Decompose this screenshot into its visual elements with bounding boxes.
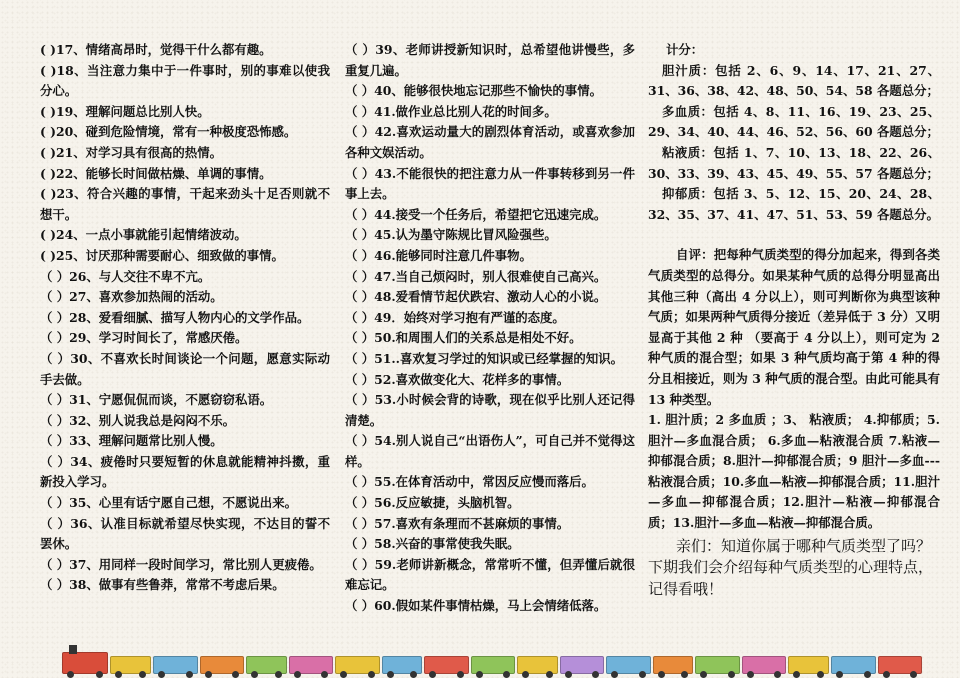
col2-question-item: （ ）60.假如某件事情枯燥，马上会情绪低落。 [345, 598, 607, 614]
col1-question-item: ( )22、能够长时间做枯燥、单调的事情。 [40, 165, 272, 181]
col1-question-item: ( )20、碰到危险情境，常有一种极度恐怖感。 [40, 124, 297, 140]
col1-question-item: （ ）30、不喜欢长时间谈论一个问题，愿意实际动手去做。 [40, 350, 330, 387]
col2-question-item: （ ）59.老师讲新概念，常常听不懂，但弄懂后就很难忘记。 [345, 556, 635, 593]
col2-question-item: （ ）40、能够很快地忘记那些不愉快的事情。 [345, 83, 602, 99]
scoring-title: 计分： [666, 42, 704, 57]
col1-question-item: ( )23、符合兴趣的事情，干起来劲头十足否则就不想干。 [40, 186, 330, 222]
col1-question-item: （ ）35、心里有话宁愿自己想，不愿说出来。 [40, 495, 297, 511]
col2-question-item: （ ）58.兴奋的事常使我失眠。 [345, 536, 520, 552]
col2-question-item: （ ）56.反应敏捷，头脑机智。 [345, 495, 520, 511]
train-car-icon [560, 656, 604, 674]
self-evaluation: 自评：把每种气质类型的得分加起来，得到各类气质类型的总得分。如果某种气质的总得分明显高出其他三种（高出 4 分以上），则可判断你为典型该种气质；如果两种气质得分接近（差异低于 3 分）又明显高于其他 2 种 （要高于 4 分以上），则可定为 2 种气质的混合型；如果 3 种气质均高于第 4 种的得分且相接近，则为 3 种气质的混合型。由此可能具有 13 种类型。 [648, 247, 940, 407]
score-sanguine: 多血质：包括 4、8、11、16、19、23、25、29、34、40、44、46、52、56、60 各题总分； [648, 103, 940, 140]
train-car-icon [335, 656, 379, 674]
train-car-icon [153, 656, 197, 674]
score-phlegmatic: 粘液质：包括 1、7、10、13、18、22、26、30、33、39、43、45、49、55、57 各题总分； [648, 144, 940, 181]
train-car-icon [424, 656, 468, 674]
col1-question-item: （ ）37、用同样一段时间学习，常比别人更疲倦。 [40, 556, 322, 572]
col1-question-item: （ ）26、与人交往不卑不亢。 [40, 268, 211, 284]
train-car-icon [246, 656, 287, 674]
train-engine-icon [62, 652, 108, 674]
train-car-icon [382, 656, 423, 674]
col1-question-item: ( )18、当注意力集中于一件事时，别的事难以使我分心。 [40, 62, 330, 99]
col1-question-item: ( )17、情绪高昂时，觉得干什么都有趣。 [40, 42, 272, 57]
col2-question-item: （ ）48.爱看情节起伏跌宕、激动人心的小说。 [345, 289, 607, 305]
decorative-train-border [62, 650, 922, 674]
col2-question-item: （ ）52.喜欢做变化大、花样多的事情。 [345, 371, 570, 387]
train-car-icon [653, 656, 694, 674]
col2-question-item: （ ）49．始终对学习抱有严谨的态度。 [345, 309, 565, 325]
col2-question-item: （ ）53.小时候会背的诗歌，现在似乎比别人还记得清楚。 [345, 392, 635, 428]
col1-question-item: （ ）33、理解问题常比别人慢。 [40, 433, 223, 449]
train-car-icon [517, 656, 558, 674]
col1-question-item: （ ）32、别人说我总是闷闷不乐。 [40, 412, 236, 428]
col1-question-item: （ ）34、疲倦时只要短暂的休息就能精神抖擞，重新投入学习。 [40, 453, 330, 490]
col2-question-item: （ ）54.别人说自己“出语伤人”，可自己并不觉得这样。 [345, 433, 635, 469]
questions-column-1 [40, 40, 330, 596]
score-melancholic: 抑郁质：包括 3、5、12、15、20、24、28、32、35、37、41、47、51、53、59 各题总分。 [648, 186, 940, 222]
train-car-icon [831, 656, 875, 674]
col2-question-item: （ ）46.能够同时注意几件事物。 [345, 247, 532, 263]
train-car-icon [200, 656, 244, 674]
type-list: 1. 胆汁质；2 多血质 ；3、 粘液质； 4.抑郁质；5.胆汁—多血混合质； 6.多血—粘液混合质 7.粘液—抑郁混合质；8.胆汁—抑郁混合质；9 胆汁—多血---粘液混合质；10.多血—粘液—抑郁混合质；11.胆汁—多血—抑郁混合质；12.胆汁—粘液—抑郁混合质；13.胆汁—多血—粘液—抑郁混合质。 [648, 412, 940, 531]
col2-question-item: （ ）41.做作业总比别人花的时间多。 [345, 103, 557, 119]
col2-question-item: （ ）47.当自己烦闷时，别人很难使自己高兴。 [345, 268, 607, 284]
col2-question-item: （ ）51..喜欢复习学过的知识或已经掌握的知识。 [345, 350, 623, 366]
col2-question-item: （ ）55.在体育活动中，常因反应慢而落后。 [345, 474, 594, 490]
col2-question-item: （ ）43.不能很快的把注意力从一件事转移到另一件事上去。 [345, 165, 635, 202]
col1-question-item: （ ）27、喜欢参加热闹的活动。 [40, 289, 223, 305]
train-car-icon [695, 656, 739, 674]
train-car-icon [606, 656, 650, 674]
col1-question-item: （ ）31、宁愿侃侃而谈，不愿窃窃私语。 [40, 392, 273, 408]
col2-question-item: （ ）44.接受一个任务后，希望把它迅速完成。 [345, 206, 607, 222]
col1-question-item: （ ）38、做事有些鲁莽，常常不考虑后果。 [40, 577, 285, 593]
score-choleric: 胆汁质：包括 2、6、9、14、17、21、27、31、36、38、42、48、50、54、58 各题总分； [648, 62, 940, 99]
col1-question-item: （ ）36、认准目标就希望尽快实现，不达目的誓不罢休。 [40, 515, 330, 552]
train-car-icon [110, 656, 151, 674]
train-car-icon [471, 656, 515, 674]
closing-note: 亲们：知道你属于哪种气质类型了吗？下期我们会介绍每种气质类型的心理特点，记得看哦！ [648, 536, 934, 598]
train-car-icon [289, 656, 333, 674]
train-car-icon [878, 656, 922, 674]
col2-question-item: （ ）57.喜欢有条理而不甚麻烦的事情。 [345, 515, 570, 531]
col1-question-item: ( )24、一点小事就能引起情绪波动。 [40, 227, 247, 243]
col2-question-item: （ ）45.认为墨守陈规比冒风险强些。 [345, 227, 557, 243]
scoring-column [648, 40, 940, 600]
col1-question-item: （ ）29、学习时间长了，常感厌倦。 [40, 330, 248, 346]
questions-column-2 [345, 40, 635, 617]
train-car-icon [742, 656, 786, 674]
col2-question-item: （ ）50.和周围人们的关系总是相处不好。 [345, 330, 582, 346]
col2-question-item: （ ）39、老师讲授新知识时，总希望他讲慢些，多重复几遍。 [345, 42, 635, 78]
col1-question-item: ( )19、理解问题总比别人快。 [40, 103, 210, 119]
col1-question-item: ( )25、讨厌那种需要耐心、细致做的事情。 [40, 247, 284, 263]
col2-question-item: （ ）42.喜欢运动量大的剧烈体育活动，或喜欢参加各种文娱活动。 [345, 124, 635, 160]
col1-question-item: ( )21、对学习具有很高的热情。 [40, 144, 222, 160]
train-car-icon [788, 656, 829, 674]
col1-question-item: （ ）28、爱看细腻、描写人物内心的文学作品。 [40, 309, 310, 325]
